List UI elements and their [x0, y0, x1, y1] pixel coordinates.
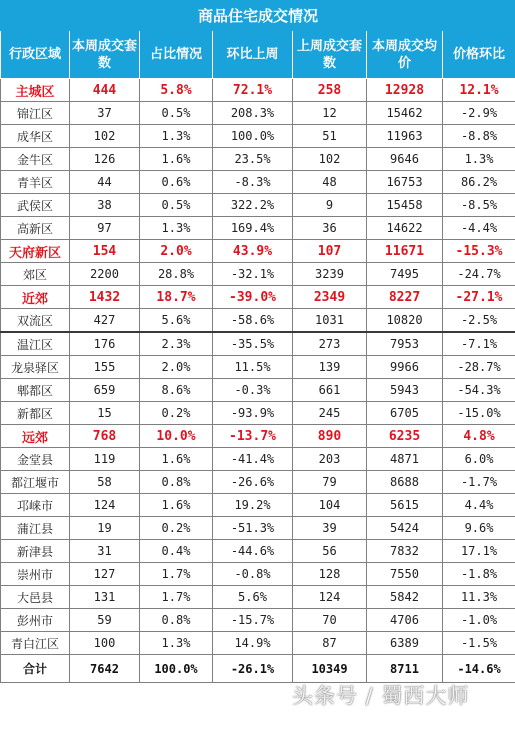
avg-price-cell: 5424 — [367, 517, 443, 540]
last-week-units-cell: 258 — [293, 79, 367, 102]
last-week-units-cell: 9 — [293, 194, 367, 217]
price-change-cell: 4.4% — [443, 494, 515, 517]
district-cell: 双流区 — [1, 309, 70, 333]
weekly-units-cell: 37 — [70, 102, 140, 125]
table-row — [1, 563, 515, 586]
share-cell: 5.8% — [140, 79, 213, 102]
total-price-change: -14.6% — [443, 655, 515, 683]
table-row — [1, 632, 515, 655]
week-over-week-cell: 208.3% — [213, 102, 293, 125]
avg-price-cell: 7550 — [367, 563, 443, 586]
table-row-subtotal — [1, 240, 515, 263]
last-week-units-cell: 39 — [293, 517, 367, 540]
table-row — [1, 540, 515, 563]
last-week-units-cell: 139 — [293, 356, 367, 379]
table-row — [1, 494, 515, 517]
share-cell: 1.7% — [140, 586, 213, 609]
week-over-week-cell: -44.6% — [213, 540, 293, 563]
share-cell: 28.8% — [140, 263, 213, 286]
weekly-units-cell: 1432 — [70, 286, 140, 309]
price-change-cell: 4.8% — [443, 425, 515, 448]
avg-price-cell: 7495 — [367, 263, 443, 286]
total-weekly-units: 7642 — [70, 655, 140, 683]
week-over-week-cell: 5.6% — [213, 586, 293, 609]
last-week-units-cell: 245 — [293, 402, 367, 425]
table-body — [1, 79, 515, 655]
table-row — [1, 194, 515, 217]
avg-price-cell: 5615 — [367, 494, 443, 517]
avg-price-cell: 16753 — [367, 171, 443, 194]
avg-price-cell: 7953 — [367, 332, 443, 356]
price-change-cell: -1.8% — [443, 563, 515, 586]
last-week-units-cell: 102 — [293, 148, 367, 171]
price-change-cell: -54.3% — [443, 379, 515, 402]
table-title-row — [1, 1, 515, 31]
last-week-units-cell: 56 — [293, 540, 367, 563]
watermark-text: 头条号 / 蜀西大师 — [292, 684, 470, 708]
district-cell: 蒲江县 — [1, 517, 70, 540]
weekly-units-cell: 427 — [70, 309, 140, 333]
district-cell: 都江堰市 — [1, 471, 70, 494]
table-row — [1, 309, 515, 333]
share-cell: 2.3% — [140, 332, 213, 356]
last-week-units-cell: 273 — [293, 332, 367, 356]
last-week-units-cell: 2349 — [293, 286, 367, 309]
total-label: 合计 — [1, 655, 70, 683]
week-over-week-cell: -93.9% — [213, 402, 293, 425]
weekly-units-cell: 100 — [70, 632, 140, 655]
week-over-week-cell: -8.3% — [213, 171, 293, 194]
last-week-units-cell: 51 — [293, 125, 367, 148]
district-cell: 主城区 — [1, 79, 70, 102]
avg-price-cell: 5943 — [367, 379, 443, 402]
price-change-cell: -24.7% — [443, 263, 515, 286]
price-change-cell: -1.0% — [443, 609, 515, 632]
last-week-units-cell: 79 — [293, 471, 367, 494]
week-over-week-cell: 43.9% — [213, 240, 293, 263]
weekly-units-cell: 444 — [70, 79, 140, 102]
price-change-cell: -8.5% — [443, 194, 515, 217]
share-cell: 1.6% — [140, 494, 213, 517]
week-over-week-cell: -35.5% — [213, 332, 293, 356]
district-cell: 武侯区 — [1, 194, 70, 217]
avg-price-cell: 5842 — [367, 586, 443, 609]
share-cell: 10.0% — [140, 425, 213, 448]
share-cell: 0.2% — [140, 517, 213, 540]
last-week-units-cell: 36 — [293, 217, 367, 240]
share-cell: 1.6% — [140, 148, 213, 171]
weekly-units-cell: 124 — [70, 494, 140, 517]
table-row — [1, 517, 515, 540]
header-share: 占比情况 — [140, 31, 213, 79]
share-cell: 5.6% — [140, 309, 213, 333]
share-cell: 8.6% — [140, 379, 213, 402]
table-row — [1, 125, 515, 148]
share-cell: 1.3% — [140, 632, 213, 655]
price-change-cell: -2.5% — [443, 309, 515, 333]
weekly-units-cell: 44 — [70, 171, 140, 194]
avg-price-cell: 4706 — [367, 609, 443, 632]
table-row — [1, 217, 515, 240]
week-over-week-cell: -13.7% — [213, 425, 293, 448]
avg-price-cell: 14622 — [367, 217, 443, 240]
weekly-units-cell: 59 — [70, 609, 140, 632]
weekly-units-cell: 127 — [70, 563, 140, 586]
share-cell: 0.8% — [140, 471, 213, 494]
price-change-cell: 12.1% — [443, 79, 515, 102]
avg-price-cell: 12928 — [367, 79, 443, 102]
district-cell: 锦江区 — [1, 102, 70, 125]
weekly-units-cell: 126 — [70, 148, 140, 171]
table-row-subtotal — [1, 286, 515, 309]
table-row-subtotal — [1, 425, 515, 448]
avg-price-cell: 10820 — [367, 309, 443, 333]
week-over-week-cell: 19.2% — [213, 494, 293, 517]
table-row — [1, 332, 515, 356]
weekly-units-cell: 19 — [70, 517, 140, 540]
week-over-week-cell: 169.4% — [213, 217, 293, 240]
weekly-units-cell: 131 — [70, 586, 140, 609]
share-cell: 1.3% — [140, 217, 213, 240]
last-week-units-cell: 87 — [293, 632, 367, 655]
table-row — [1, 609, 515, 632]
district-cell: 郊区 — [1, 263, 70, 286]
avg-price-cell: 11963 — [367, 125, 443, 148]
weekly-units-cell: 58 — [70, 471, 140, 494]
price-change-cell: -1.7% — [443, 471, 515, 494]
weekly-units-cell: 176 — [70, 332, 140, 356]
week-over-week-cell: -0.8% — [213, 563, 293, 586]
table-row — [1, 148, 515, 171]
week-over-week-cell: -32.1% — [213, 263, 293, 286]
table-row — [1, 586, 515, 609]
price-change-cell: -8.8% — [443, 125, 515, 148]
week-over-week-cell: -0.3% — [213, 379, 293, 402]
last-week-units-cell: 128 — [293, 563, 367, 586]
share-cell: 0.6% — [140, 171, 213, 194]
price-change-cell: -2.9% — [443, 102, 515, 125]
week-over-week-cell: -39.0% — [213, 286, 293, 309]
table-row — [1, 171, 515, 194]
district-cell: 新津县 — [1, 540, 70, 563]
share-cell: 2.0% — [140, 356, 213, 379]
header-week-over-week: 环比上周 — [213, 31, 293, 79]
week-over-week-cell: -15.7% — [213, 609, 293, 632]
district-cell: 近郊 — [1, 286, 70, 309]
price-change-cell: -7.1% — [443, 332, 515, 356]
header-district: 行政区域 — [1, 31, 70, 79]
weekly-units-cell: 2200 — [70, 263, 140, 286]
total-week-over-week: -26.1% — [213, 655, 293, 683]
last-week-units-cell: 890 — [293, 425, 367, 448]
last-week-units-cell: 70 — [293, 609, 367, 632]
total-row — [1, 655, 515, 683]
district-cell: 成华区 — [1, 125, 70, 148]
weekly-units-cell: 102 — [70, 125, 140, 148]
avg-price-cell: 9966 — [367, 356, 443, 379]
last-week-units-cell: 104 — [293, 494, 367, 517]
avg-price-cell: 6705 — [367, 402, 443, 425]
price-change-cell: -15.3% — [443, 240, 515, 263]
district-cell: 郫都区 — [1, 379, 70, 402]
avg-price-cell: 8688 — [367, 471, 443, 494]
table-row-subtotal — [1, 79, 515, 102]
last-week-units-cell: 12 — [293, 102, 367, 125]
share-cell: 1.7% — [140, 563, 213, 586]
table-row — [1, 102, 515, 125]
week-over-week-cell: -51.3% — [213, 517, 293, 540]
table-row — [1, 263, 515, 286]
table-row — [1, 471, 515, 494]
header-row — [1, 31, 515, 79]
table-row — [1, 448, 515, 471]
last-week-units-cell: 661 — [293, 379, 367, 402]
district-cell: 邛崃市 — [1, 494, 70, 517]
share-cell: 1.3% — [140, 125, 213, 148]
weekly-units-cell: 15 — [70, 402, 140, 425]
last-week-units-cell: 107 — [293, 240, 367, 263]
district-cell: 金牛区 — [1, 148, 70, 171]
avg-price-cell: 11671 — [367, 240, 443, 263]
last-week-units-cell: 3239 — [293, 263, 367, 286]
last-week-units-cell: 203 — [293, 448, 367, 471]
district-cell: 崇州市 — [1, 563, 70, 586]
table-row — [1, 356, 515, 379]
district-cell: 大邑县 — [1, 586, 70, 609]
avg-price-cell: 4871 — [367, 448, 443, 471]
price-change-cell: 9.6% — [443, 517, 515, 540]
avg-price-cell: 9646 — [367, 148, 443, 171]
total-avg-price: 8711 — [367, 655, 443, 683]
avg-price-cell: 15462 — [367, 102, 443, 125]
table-row — [1, 379, 515, 402]
price-change-cell: -15.0% — [443, 402, 515, 425]
avg-price-cell: 6235 — [367, 425, 443, 448]
weekly-units-cell: 97 — [70, 217, 140, 240]
share-cell: 0.8% — [140, 609, 213, 632]
share-cell: 18.7% — [140, 286, 213, 309]
table-row — [1, 402, 515, 425]
district-cell: 龙泉驿区 — [1, 356, 70, 379]
price-change-cell: -27.1% — [443, 286, 515, 309]
district-cell: 新都区 — [1, 402, 70, 425]
district-cell: 青白江区 — [1, 632, 70, 655]
price-change-cell: -1.5% — [443, 632, 515, 655]
share-cell: 2.0% — [140, 240, 213, 263]
district-cell: 高新区 — [1, 217, 70, 240]
header-last-week-units: 上周成交套数 — [293, 31, 367, 79]
share-cell: 1.6% — [140, 448, 213, 471]
avg-price-cell: 15458 — [367, 194, 443, 217]
avg-price-cell: 6389 — [367, 632, 443, 655]
district-cell: 温江区 — [1, 332, 70, 356]
week-over-week-cell: 72.1% — [213, 79, 293, 102]
week-over-week-cell: -26.6% — [213, 471, 293, 494]
header-avg-price: 本周成交均价 — [367, 31, 443, 79]
weekly-units-cell: 768 — [70, 425, 140, 448]
weekly-units-cell: 38 — [70, 194, 140, 217]
last-week-units-cell: 48 — [293, 171, 367, 194]
share-cell: 0.5% — [140, 194, 213, 217]
price-change-cell: -28.7% — [443, 356, 515, 379]
week-over-week-cell: -41.4% — [213, 448, 293, 471]
price-change-cell: 6.0% — [443, 448, 515, 471]
price-change-cell: 86.2% — [443, 171, 515, 194]
total-share: 100.0% — [140, 655, 213, 683]
header-weekly-units: 本周成交套数 — [70, 31, 140, 79]
price-change-cell: -4.4% — [443, 217, 515, 240]
avg-price-cell: 7832 — [367, 540, 443, 563]
week-over-week-cell: -58.6% — [213, 309, 293, 333]
district-cell: 天府新区 — [1, 240, 70, 263]
weekly-units-cell: 31 — [70, 540, 140, 563]
week-over-week-cell: 11.5% — [213, 356, 293, 379]
week-over-week-cell: 322.2% — [213, 194, 293, 217]
price-change-cell: 1.3% — [443, 148, 515, 171]
header-price-change: 价格环比 — [443, 31, 515, 79]
district-cell: 远郊 — [1, 425, 70, 448]
last-week-units-cell: 1031 — [293, 309, 367, 333]
week-over-week-cell: 23.5% — [213, 148, 293, 171]
week-over-week-cell: 100.0% — [213, 125, 293, 148]
district-cell: 彭州市 — [1, 609, 70, 632]
share-cell: 0.4% — [140, 540, 213, 563]
table-title: 商品住宅成交情况 — [1, 1, 515, 31]
price-change-cell: 17.1% — [443, 540, 515, 563]
weekly-units-cell: 659 — [70, 379, 140, 402]
weekly-units-cell: 155 — [70, 356, 140, 379]
share-cell: 0.5% — [140, 102, 213, 125]
total-last-week-units: 10349 — [293, 655, 367, 683]
avg-price-cell: 8227 — [367, 286, 443, 309]
weekly-units-cell: 119 — [70, 448, 140, 471]
share-cell: 0.2% — [140, 402, 213, 425]
district-cell: 金堂县 — [1, 448, 70, 471]
week-over-week-cell: 14.9% — [213, 632, 293, 655]
last-week-units-cell: 124 — [293, 586, 367, 609]
district-cell: 青羊区 — [1, 171, 70, 194]
weekly-units-cell: 154 — [70, 240, 140, 263]
price-change-cell: 11.3% — [443, 586, 515, 609]
